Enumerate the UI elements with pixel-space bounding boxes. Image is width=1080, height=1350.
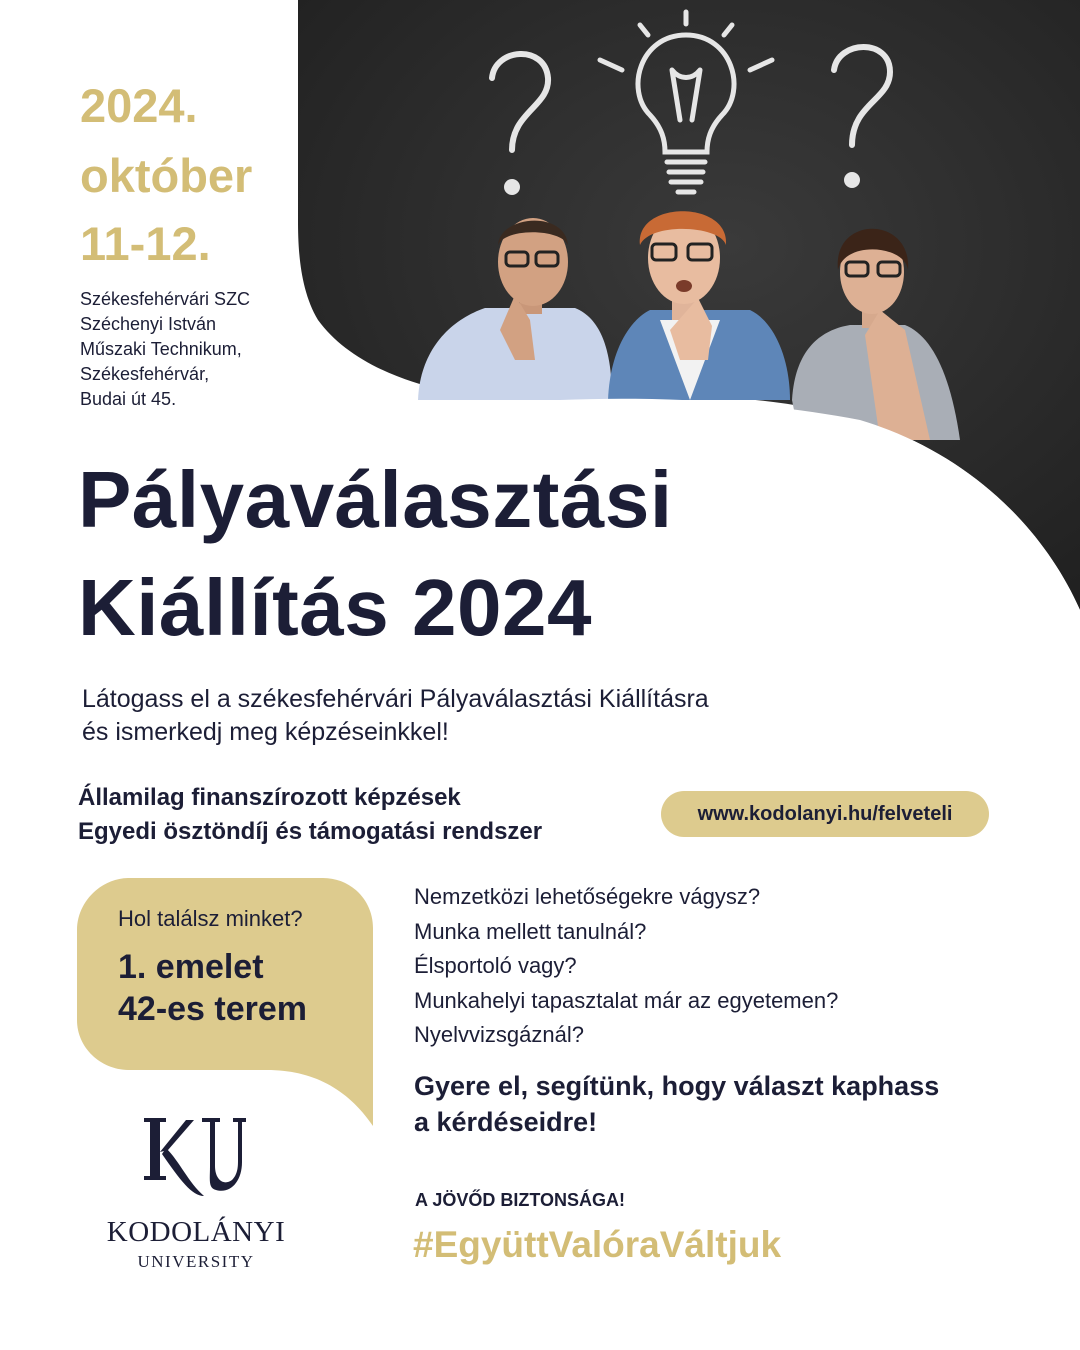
location-room: 42-es terem — [118, 990, 308, 1028]
venue-line: Budai út 45. — [80, 389, 177, 409]
cta-line: a kérdéseidre! — [414, 1107, 598, 1137]
website-link[interactable]: www.kodolanyi.hu/felveteli — [661, 791, 989, 837]
question-item: Nemzetközi lehetőségekre vágysz? — [414, 884, 761, 909]
location-floor: 1. emelet — [118, 948, 264, 986]
benefit-item: Egyedi ösztöndíj és támogatási rendszer — [78, 818, 543, 845]
call-to-action — [414, 1068, 939, 1140]
venue-address — [80, 287, 250, 412]
event-date-days: 11-12. — [80, 217, 211, 270]
venue-line: Székesfehérvári SZC — [80, 289, 251, 309]
venue-line: Székesfehérvár, — [80, 364, 210, 384]
venue-line: Széchenyi István — [80, 314, 217, 334]
intro-text — [82, 683, 709, 749]
hashtag: #EgyüttValóraVáltjuk — [413, 1224, 782, 1265]
logo-subtitle: UNIVERSITY — [137, 1252, 255, 1271]
cta-line: Gyere el, segítünk, hogy választ kaphass — [414, 1071, 940, 1101]
benefits-list — [78, 781, 542, 849]
location-details — [118, 946, 307, 1030]
benefit-item: Államilag finanszírozott képzések — [78, 784, 461, 811]
venue-line: Műszaki Technikum, — [80, 339, 242, 359]
page-title-line-2: Kiállítás 2024 — [78, 563, 592, 652]
intro-line: és ismerkedj meg képzéseinkkel! — [82, 718, 449, 746]
event-date-year: 2024. — [80, 79, 198, 132]
slogan: A JÖVŐD BIZTONSÁGA! — [415, 1190, 626, 1210]
logo-name: KODOLÁNYI — [106, 1216, 286, 1248]
question-item: Munka mellett tanulnál? — [414, 918, 647, 944]
location-question: Hol találsz minket? — [118, 906, 303, 931]
question-item: Nyelvvizsgáznál? — [414, 1022, 584, 1047]
kodolanyi-logo-icon — [140, 1110, 250, 1205]
questions-list — [414, 880, 838, 1053]
page-title-line-1: Pályaválasztási — [78, 455, 673, 544]
intro-line: Látogass el a székesfehérvári Pályaválasztási Kiállításra — [82, 685, 709, 713]
question-item: Élsportoló vagy? — [414, 953, 577, 978]
event-date-month: október — [80, 149, 253, 202]
question-item: Munkahelyi tapasztalat már az egyetemen? — [414, 987, 839, 1013]
